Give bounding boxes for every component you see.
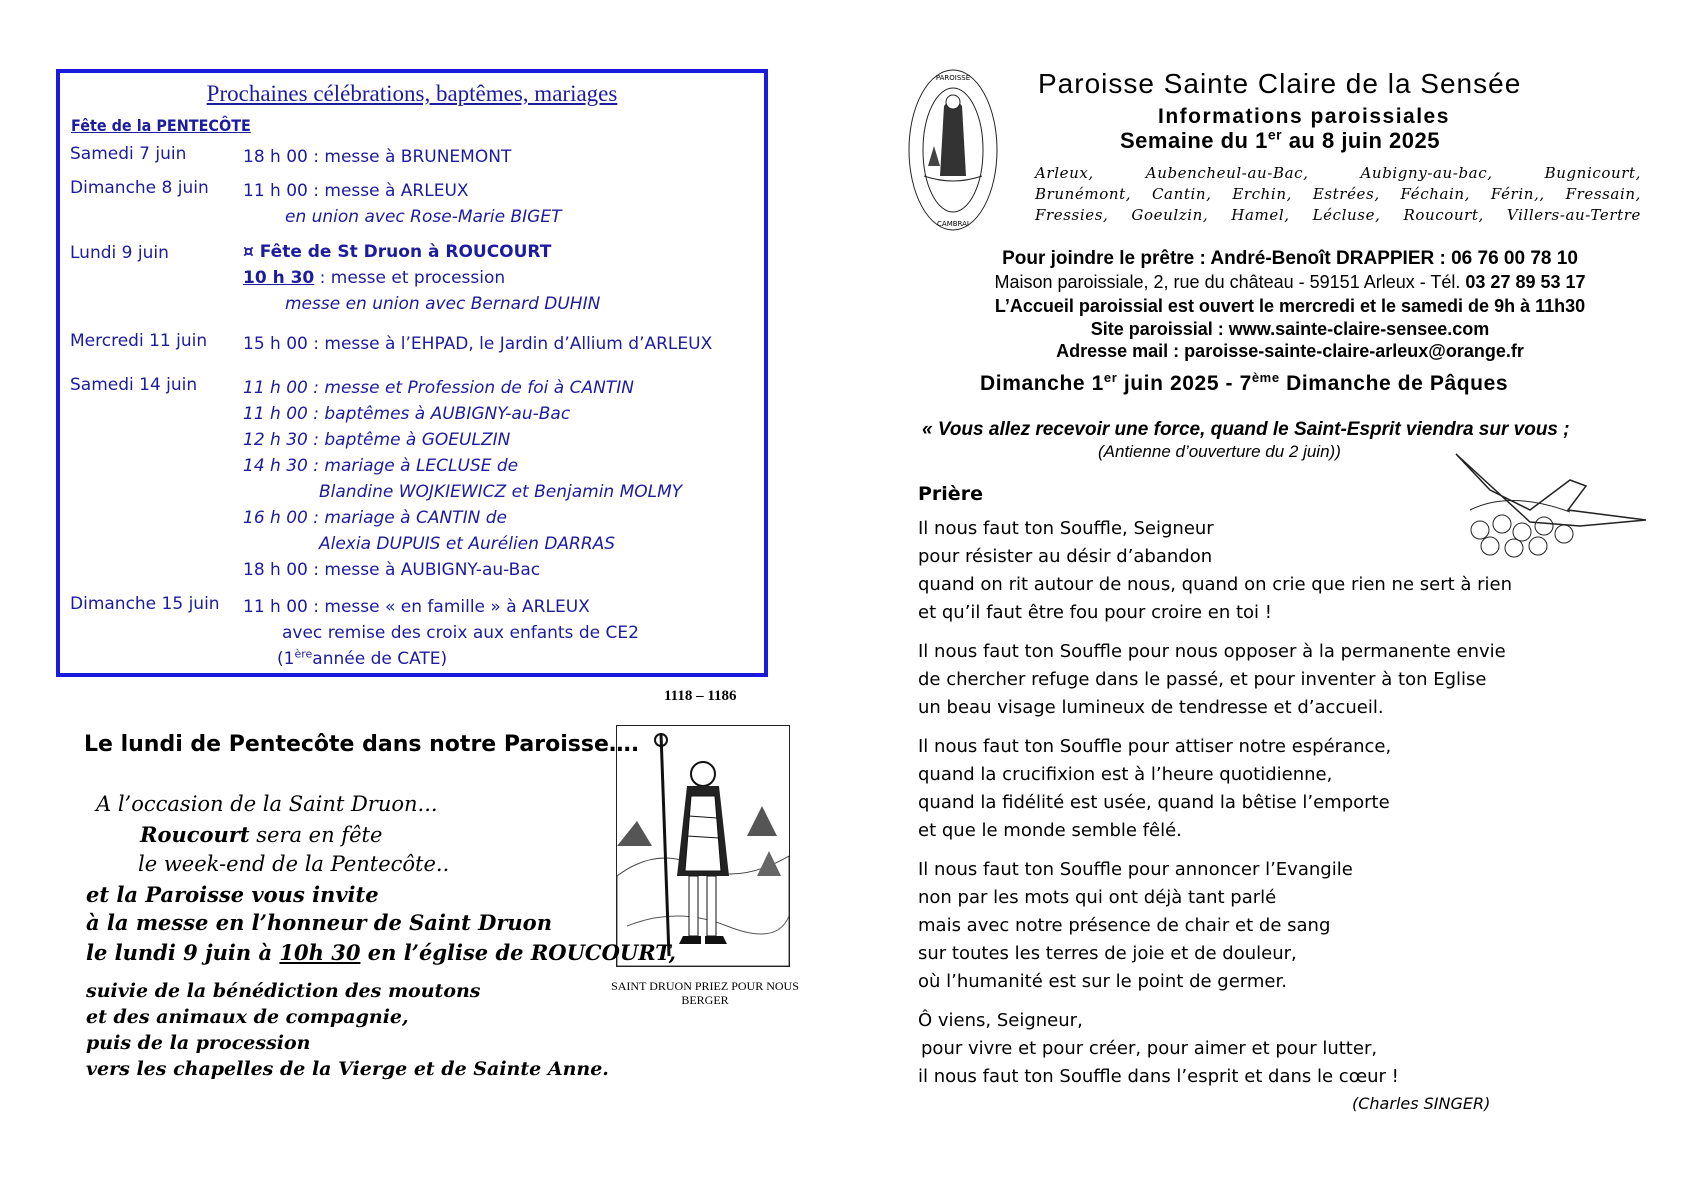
prayer-line: et que le monde semble fêlé. (918, 820, 1182, 841)
celebration-line: Alexia DUPUIS et Aurélien DARRAS (319, 534, 616, 554)
druon-text-line: le week-end de la Pentecôte.. (138, 852, 450, 876)
prayer-line: de chercher refuge dans le passé, et pour inventer à ton Eglise (918, 669, 1487, 690)
prayer-line: non par les mots qui ont déjà tant parlé (918, 887, 1277, 908)
cate-sup: ère (294, 647, 313, 661)
info-title: Informations paroissiales (1158, 105, 1450, 128)
celebration-line: 11 h 00 : messe et Profession de foi à CANTIN (243, 378, 634, 398)
svg-text:PAROISSE: PAROISSE (935, 74, 971, 82)
druon-text-line (86, 940, 676, 965)
sunday-sup: er (1103, 370, 1118, 385)
parish-name: Paroisse Sainte Claire de la Sensée (1038, 68, 1522, 99)
villages-line: Arleux, Aubencheul-au-Bac, Aubigny-au-bac, Bugnicourt, (1035, 164, 1641, 182)
celebration-day: Samedi 7 juin (70, 144, 187, 164)
druon-text-line: A l’occasion de la Saint Druon... (96, 792, 438, 816)
villages-line: Fressies, Goeulzin, Hamel, Lécluse, Roucourt, Villers-au-Tertre (1035, 206, 1641, 224)
saint-druon-image (616, 725, 790, 967)
celebration-day: Lundi 9 juin (70, 243, 169, 263)
celebration-day: Dimanche 15 juin (70, 594, 220, 614)
prayer-line: Ô viens, Seigneur, (918, 1010, 1083, 1031)
celebration-line (243, 265, 600, 291)
prayer-line: mais avec notre présence de chair et de sang (918, 915, 1331, 936)
prayer-author: (Charles SINGER) (1352, 1094, 1491, 1113)
sunday-title (980, 372, 1508, 396)
druon-village: Roucourt (140, 822, 250, 847)
house-contact (940, 272, 1640, 293)
shepherd-illustration (617, 726, 789, 966)
antiphon-reference: (Antienne d’ouverture du 2 juin)) (1098, 442, 1341, 461)
sunday-sup: ème (1251, 370, 1280, 385)
celebration-line: 11 h 00 : baptêmes à AUBIGNY-au-Bac (243, 404, 571, 424)
druon-caption-line: SAINT DRUON PRIEZ POUR NOUS (611, 979, 799, 993)
house-phone: 03 27 89 53 17 (1465, 272, 1586, 292)
celebration-line: avec remise des croix aux enfants de CE2 (282, 623, 639, 643)
druon-text: en l’église de ROUCOURT, (360, 940, 676, 965)
prayer-line: et qu’il faut être fou pour croire en toi ! (918, 602, 1272, 623)
druon-dates: 1118 – 1186 (664, 688, 737, 704)
prayer-line: pour résister au désir d’abandon (918, 546, 1213, 567)
celebration-line: 11 h 00 : messe à ARLEUX (243, 181, 469, 201)
celebration-line: 18 h 00 : messe à BRUNEMONT (243, 147, 512, 167)
prayer-line: quand la crucifixion est à l’heure quotidienne, (918, 764, 1333, 785)
druon-text: le lundi 9 juin à (86, 940, 280, 965)
celebration-day: Dimanche 8 juin (70, 178, 209, 198)
parish-seal-icon (904, 66, 1002, 234)
druon-time: 10h 30 (279, 940, 361, 965)
prayer-line: Il nous faut ton Souffle pour annoncer l’Evangile (918, 859, 1353, 880)
prayer-line: un beau visage lumineux de tendresse et d’accueil. (918, 697, 1384, 718)
celebration-line: 14 h 30 : mariage à LECLUSE de (243, 456, 519, 476)
prayer-line: Il nous faut ton Souffle, Seigneur (918, 518, 1214, 539)
celebration-line: 16 h 00 : mariage à CANTIN de (243, 508, 507, 528)
antiphon-text: « Vous allez recevoir une force, quand le Saint-Esprit viendra sur vous ; (922, 419, 1570, 440)
druon-text-line: suivie de la bénédiction des moutons (86, 980, 481, 1002)
celebrations-box (56, 69, 768, 677)
pentecost-heading: Le lundi de Pentecôte dans notre Paroisse…. (84, 732, 640, 757)
prayer-line: quand la fidélité est usée, quand la bêtise l’emporte (918, 792, 1390, 813)
sunday-text: juin 2025 - 7 (1117, 372, 1252, 395)
celebration-line: ¤ Fête de St Druon à ROUCOURT (243, 242, 552, 262)
prayer-heading: Prière (918, 483, 983, 505)
celebration-line: messe en union avec Bernard DUHIN (285, 294, 601, 314)
cate-open: (1 (277, 649, 295, 669)
house-address: Maison paroissiale, 2, rue du château - 59151 Arleux - Tél. (994, 272, 1466, 292)
sunday-text: Dimanche 1 (980, 372, 1104, 395)
celebration-line: 12 h 30 : baptême à GOEULZIN (243, 430, 511, 450)
prayer-line: Il nous faut ton Souffle pour nous opposer à la permanente envie (918, 641, 1506, 662)
dove-crowd-icon (1450, 450, 1650, 560)
celebrations-title: Prochaines célébrations, baptêmes, mariages (206, 81, 618, 106)
celebration-line: 15 h 00 : messe à l’EHPAD, le Jardin d’Allium d’ARLEUX (243, 334, 713, 354)
prayer-line: pour vivre et pour créer, pour aimer et pour lutter, (921, 1038, 1378, 1059)
villages-line: Brunémont, Cantin, Erchin, Estrées, Féchain, Férin,, Fressain, (1035, 185, 1641, 203)
prayer-line: sur toutes les terres de joie et de douleur, (918, 943, 1297, 964)
celebration-line: 11 h 00 : messe « en famille » à ARLEUX (243, 597, 590, 617)
week-title (1120, 128, 1440, 154)
druon-text-line (140, 822, 382, 847)
holy-spirit-image (1450, 450, 1650, 560)
priest-contact: Pour joindre le prêtre : André-Benoît DRAPPIER : 06 76 00 78 10 (1002, 248, 1578, 269)
parish-logo (904, 66, 1002, 234)
week-sup: er (1267, 126, 1283, 143)
prayer-line: quand on rit autour de nous, quand on crie que rien ne sert à rien (918, 574, 1513, 595)
celebration-line (243, 646, 639, 672)
celebration-time: 10 h 30 (243, 268, 315, 288)
week-text: au 8 juin 2025 (1282, 128, 1440, 153)
druon-caption-line: BERGER (681, 993, 729, 1007)
sunday-text: Dimanche de Pâques (1279, 372, 1509, 395)
druon-text: sera en fête (249, 823, 383, 847)
druon-text-line: puis de la procession (86, 1032, 311, 1054)
druon-text-line: vers les chapelles de la Vierge et de Sainte Anne. (86, 1058, 609, 1080)
prayer-line: il nous faut ton Souffle dans l’esprit et dans le cœur ! (918, 1066, 1399, 1087)
celebration-day: Samedi 14 juin (70, 375, 198, 395)
cate-rest: année de CATE) (312, 649, 448, 669)
celebration-day: Mercredi 11 juin (70, 331, 208, 351)
feast-title: Fête de la PENTECÔTE (71, 116, 251, 135)
reception-hours: L’Accueil paroissial est ouvert le mercredi et le samedi de 9h à 11h30 (994, 296, 1586, 316)
prayer-line: où l’humanité est sur le point de germer. (918, 971, 1287, 992)
parish-email[interactable]: Adresse mail : paroisse-sainte-claire-arleux@orange.fr (1056, 341, 1524, 361)
week-text: Semaine du 1 (1120, 128, 1268, 153)
druon-text-line: à la messe en l’honneur de Saint Druon (86, 910, 552, 935)
parish-website[interactable]: Site paroissial : www.sainte-claire-sensee.com (1090, 319, 1490, 339)
celebration-line: 18 h 00 : messe à AUBIGNY-au-Bac (243, 560, 541, 580)
druon-text-line: et des animaux de compagnie, (86, 1006, 409, 1028)
druon-caption (600, 979, 810, 1007)
prayer-line: Il nous faut ton Souffle pour attiser notre espérance, (918, 736, 1392, 757)
svg-text:CAMBRAI: CAMBRAI (937, 220, 969, 228)
celebration-line: Blandine WOJKIEWICZ et Benjamin MOLMY (319, 482, 683, 502)
celebration-text: : messe et procession (314, 268, 506, 288)
druon-text-line: et la Paroisse vous invite (86, 882, 379, 907)
celebration-line: en union avec Rose-Marie BIGET (285, 207, 562, 227)
